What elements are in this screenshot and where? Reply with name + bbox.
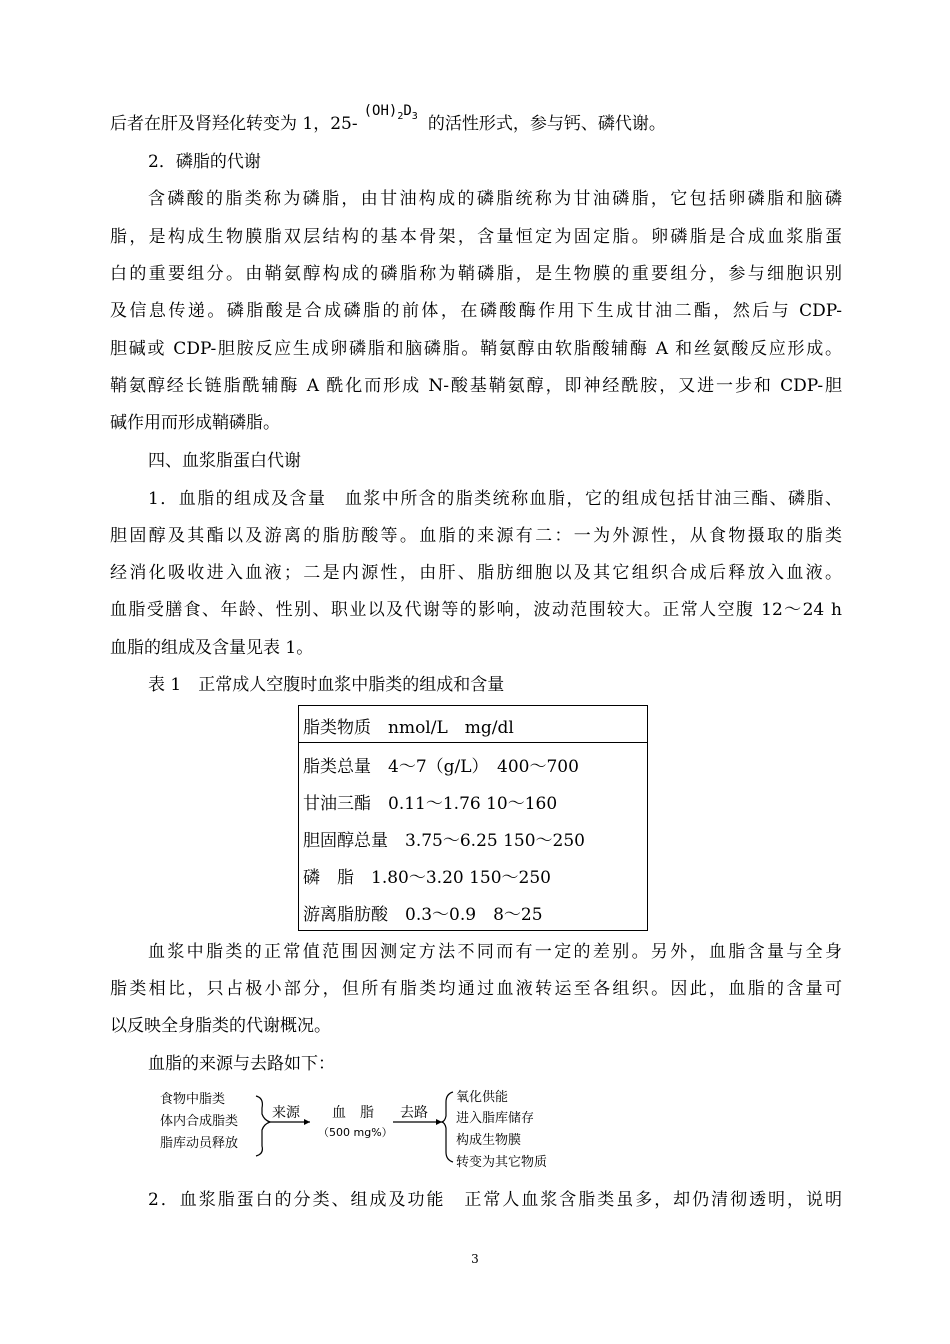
table-header-row (299, 706, 647, 743)
paragraph-line: 及信息传递。磷脂酸是合成磷脂的前体，在磷酸酶作用下生成甘油二酯，然后与 CDP- (110, 301, 842, 321)
paragraph-line: 脂，是构成生物膜脂双层结构的基本骨架，含量恒定为固定脂。卵磷脂是合成血浆脂蛋 (110, 227, 842, 247)
paragraph-line: 血脂受膳食、年龄、性别、职业以及代谢等的影响，波动范围较大。正常人空腹 12～24 h (110, 600, 842, 620)
diagram-destination: 进入脂库储存 (456, 1111, 535, 1126)
table-row: 游离脂肪酸 0.3～0.9 8～25 (303, 905, 543, 925)
paragraph-line: 含磷酸的脂类称为磷脂，由甘油构成的磷脂统称为甘油磷脂，它包括卵磷脂和脑磷 (148, 189, 842, 209)
paragraph-line: 2．血浆脂蛋白的分类、组成及功能 正常人血浆含脂类虽多，却仍清彻透明，说明 (148, 1190, 842, 1210)
table-header-cell: 脂类物质 nmol/L mg/dl (303, 718, 514, 738)
formula-oh2d3 (364, 99, 418, 129)
table-caption: 表 1 正常成人空腹时血浆中脂类的组成和含量 (148, 675, 505, 695)
diagram-source: 脂库动员释放 (160, 1136, 239, 1151)
formula-part: D (403, 103, 412, 119)
diagram-destination: 构成生物膜 (456, 1133, 522, 1148)
paragraph-line: 血脂的组成及含量见表 1。 (110, 638, 314, 658)
paragraph-line: 1．血脂的组成及含量 血浆中所含的脂类统称血脂，它的组成包括甘油三酯、磷脂、 (148, 489, 842, 509)
text-segment: 的活性形式，参与钙、磷代谢。 (427, 114, 666, 134)
paragraph-line: 血脂的来源与去路如下： (148, 1054, 335, 1074)
paragraph-line: 碱作用而形成鞘磷脂。 (110, 413, 280, 433)
paragraph-line: 白的重要组分。由鞘氨醇构成的磷脂称为鞘磷脂，是生物膜的重要组分，参与细胞识别 (110, 264, 842, 284)
paragraph-line: 以反映全身脂类的代谢概况。 (110, 1016, 331, 1036)
page-number: 3 (471, 1252, 479, 1266)
formula-subscript: 2 (397, 110, 404, 122)
diagram-dest-label: 去路 (400, 1105, 428, 1121)
diagram-destination: 转变为其它物质 (456, 1155, 548, 1170)
formula-subscript: 3 (411, 110, 418, 122)
diagram-source: 食物中脂类 (160, 1092, 226, 1107)
diagram-center: 血 脂 (332, 1105, 374, 1121)
paragraph-line: 经消化吸收进入血液；二是内源性，由肝、脂肪细胞以及其它组织合成后释放入血液。 (110, 563, 842, 583)
section-heading: 2．磷脂的代谢 (148, 152, 261, 172)
table-row: 胆固醇总量 3.75～6.25 150～250 (303, 831, 586, 851)
paragraph-line: 鞘氨醇经长链脂酰辅酶 A 酰化而形成 N-酸基鞘氨醇，即神经酰胺，又进一步和 CDP-胆 (110, 376, 842, 396)
paragraph-line (110, 103, 842, 143)
table-row: 脂类总量 4～7（g/L） 400～700 (303, 757, 579, 777)
diagram-destination: 氧化供能 (456, 1090, 509, 1105)
diagram-source: 体内合成脂类 (160, 1114, 239, 1129)
paragraph-line: 脂类相比，只占极小部分，但所有脂类均通过血液转运至各组织。因此，血脂的含量可 (110, 979, 842, 999)
diagram-source-label: 来源 (272, 1105, 300, 1121)
table-row: 甘油三酯 0.11～1.76 10～160 (303, 794, 558, 814)
section-heading: 四、血浆脂蛋白代谢 (148, 451, 301, 471)
text-segment: 后者在肝及肾羟化转变为 1，25- (110, 114, 358, 134)
diagram-center-sub: （500 mg%） (318, 1126, 393, 1139)
blood-lipid-flow-diagram (160, 1088, 580, 1172)
lipid-table (298, 705, 648, 931)
paragraph-line: 血浆中脂类的正常值范围因测定方法不同而有一定的差别。另外，血脂含量与全身 (148, 942, 842, 962)
paragraph-line: 胆碱或 CDP-胆胺反应生成卵磷脂和脑磷脂。鞘氨醇由软脂酸辅酶 A 和丝氨酸反应形成。 (110, 339, 842, 359)
paragraph-line: 胆固醇及其酯以及游离的脂肪酸等。血脂的来源有二：一为外源性，从食物摄取的脂类 (110, 526, 842, 546)
formula-part: (OH) (363, 103, 398, 119)
table-row: 磷 脂 1.80～3.20 150～250 (303, 868, 552, 888)
